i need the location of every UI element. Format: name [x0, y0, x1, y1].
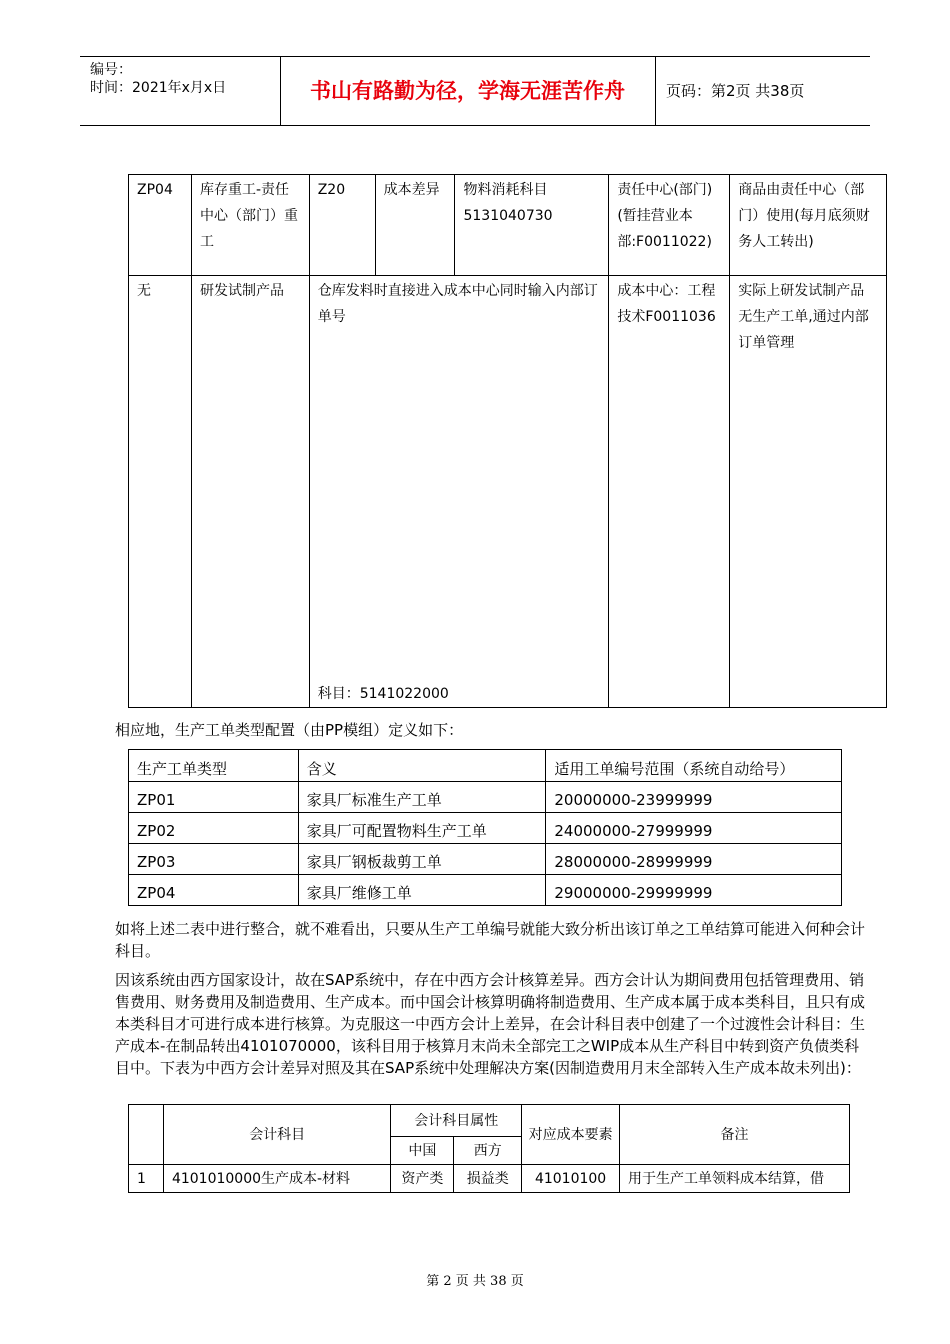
order-type-table — [128, 749, 842, 906]
cell: 物料消耗科目5131040730 — [455, 175, 609, 276]
table-row — [129, 175, 887, 276]
cell: 1 — [129, 1165, 164, 1193]
column-header: 对应成本要素 — [522, 1105, 620, 1165]
table-row — [129, 276, 887, 708]
cell: Z20 — [309, 175, 375, 276]
page-info-cell — [655, 57, 871, 125]
cell: 家具厂钢板裁剪工单 — [298, 844, 546, 875]
cell: ZP03 — [129, 844, 299, 875]
table-row — [129, 782, 842, 813]
cell: 41010100 — [522, 1165, 620, 1193]
cell: 家具厂可配置物料生产工单 — [298, 813, 546, 844]
cell: 损益类 — [454, 1165, 522, 1193]
cell: ZP04 — [129, 875, 299, 906]
document-header — [80, 56, 870, 126]
column-header — [129, 1105, 164, 1165]
motto: 书山有路勤为径，学海无涯苦作舟 — [310, 78, 625, 103]
cell-subject: 科目：5141022000 — [317, 686, 449, 702]
cell: 实际上研发试制产品无生产工单,通过内部订单管理 — [730, 276, 887, 708]
column-header: 西方 — [454, 1137, 522, 1165]
table-header-row — [129, 1105, 850, 1137]
header-meta — [80, 57, 281, 125]
cell: 无 — [129, 276, 192, 708]
cell: 资产类 — [391, 1165, 454, 1193]
column-header: 备注 — [620, 1105, 850, 1165]
cell: ZP01 — [129, 782, 299, 813]
column-header: 会计科目 — [163, 1105, 391, 1165]
integration-paragraph: 如将上述二表中进行整合，就不难看出，只要从生产工单编号就能大致分析出该订单之工单结算可能进入何种会计科目。 — [115, 920, 866, 960]
cell: 库存重工-责任中心（部门）重工 — [191, 175, 309, 276]
column-header: 含义 — [298, 750, 546, 782]
column-header: 中国 — [391, 1137, 454, 1165]
intro-paragraph: 相应地，生产工单类型配置（由PP模组）定义如下： — [115, 721, 464, 739]
cell: ZP04 — [129, 175, 192, 276]
cell: 28000000-28999999 — [546, 844, 842, 875]
cell: 4101010000生产成本-材料 — [163, 1165, 391, 1193]
account-mapping-table — [128, 174, 887, 708]
table-row — [129, 875, 842, 906]
column-header: 会计科目属性 — [391, 1105, 522, 1137]
cell: 家具厂维修工单 — [298, 875, 546, 906]
page-footer: 第 2 页 共 38 页 — [426, 1274, 524, 1289]
cell: ZP02 — [129, 813, 299, 844]
column-header: 适用工单编号范围（系统自动给号） — [546, 750, 842, 782]
cell: 家具厂标准生产工单 — [298, 782, 546, 813]
table-row — [129, 813, 842, 844]
time-label: 时间：2021年x月x日 — [90, 80, 227, 96]
code-label: 编号： — [90, 62, 132, 78]
cell: 成本中心：工程技术F0011036 — [609, 276, 730, 708]
page-info: 页码：第2页 共38页 — [666, 82, 805, 100]
table-row — [129, 1165, 850, 1193]
cell: 用于生产工单领料成本结算，借 — [620, 1165, 850, 1193]
table-row — [129, 844, 842, 875]
cell: 20000000-23999999 — [546, 782, 842, 813]
cell-text: 仓库发料时直接进入成本中心同时输入内部订单号 — [317, 283, 598, 325]
difference-table — [128, 1104, 850, 1193]
cell: 商品由责任中心（部门）使用(每月底须财务人工转出) — [730, 175, 887, 276]
table-header-row — [129, 750, 842, 782]
cell: 29000000-29999999 — [546, 875, 842, 906]
cell: 责任中心(部门)(暂挂营业本部:F0011022) — [609, 175, 730, 276]
difference-paragraph: 因该系统由西方国家设计，故在SAP系统中，存在中西方会计核算差异。西方会计认为期间费用包括管理费用、销售费用、财务费用及制造费用、生产成本。而中国会计核算明确将制造费用、生产成本属于成本类科目，且只有成本类科目才可进行成本进行核算。为克服这一中西方会计上差异，在会计科目表中创建了一个过渡性会计科目：生产成本-在制品转出4101070000，该科目用于核算月末尚未全部完工之WIP成本从生产科目中转到资产负债类科目中。下表为中西方会计差异对照及其在SAP系统中处理解决方案(因制造费用月末全部转入生产成本故未列出)： — [115, 971, 866, 1077]
cell: 成本差异 — [375, 175, 455, 276]
cell: 24000000-27999999 — [546, 813, 842, 844]
column-header: 生产工单类型 — [129, 750, 299, 782]
cell: 研发试制产品 — [191, 276, 309, 708]
cell — [309, 276, 609, 708]
